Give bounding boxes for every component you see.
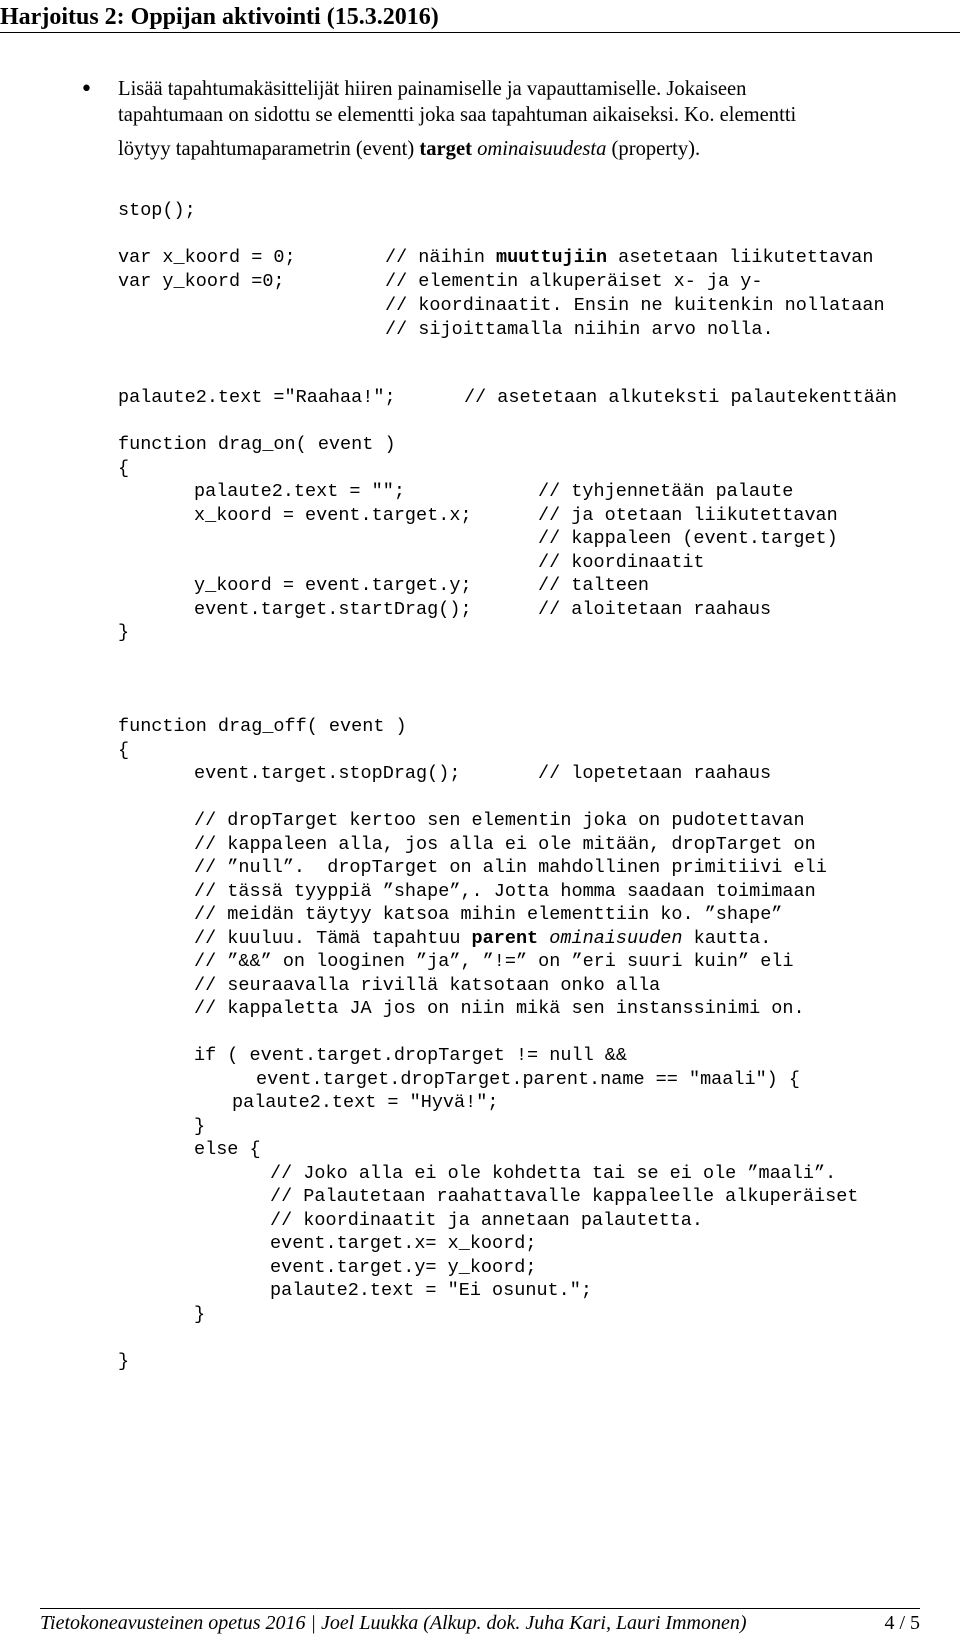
intro-text: löytyy tapahtumaparametrin (event) — [118, 138, 420, 160]
code-line: event.target.y= y_koord; — [270, 1257, 537, 1278]
code-line: event.target.x= x_koord; — [270, 1233, 537, 1254]
code-palaute-stmt: palaute2.text ="Raahaa!"; — [118, 387, 396, 408]
code-comment-line: // koordinaatit. Ensin ne kuitenkin nollataan — [385, 295, 885, 316]
code-drag-on-signature: function drag_on( event ) — [118, 434, 396, 455]
code-comment-line: // elementin alkuperäiset x- ja y- — [385, 271, 763, 292]
code-brace: } — [194, 1116, 206, 1137]
footer-text: Tietokoneavusteinen opetus 2016 | Joel Luukka (Alkup. dok. Juha Kari, Lauri Immonen) — [40, 1612, 747, 1634]
bullet-icon: • — [80, 77, 93, 102]
intro-property-word: ominaisuudesta — [477, 138, 607, 160]
code-comment-line: // koordinaatit ja annetaan palautetta. — [270, 1210, 703, 1231]
code-var-x: var x_koord = 0; — [118, 247, 296, 268]
code-comment-line: // lopetetaan raahaus — [538, 763, 772, 784]
code-brace: } — [118, 1351, 130, 1372]
code-comment-line: // koordinaatit — [538, 552, 705, 573]
code-comment-line: // ”null”. dropTarget on alin mahdollinen primitiivi eli — [194, 857, 827, 878]
code-else: else { — [194, 1139, 261, 1160]
code-comment-line: // kappaletta JA jos on niin mikä sen instanssinimi on. — [194, 998, 805, 1019]
code-line: y_koord = event.target.y; — [194, 575, 472, 596]
code-comment-line: // ”&&” on looginen ”ja”, ”!=” on ”eri suuri kuin” eli — [194, 951, 794, 972]
code-comment-line: // seuraavalla rivillä katsotaan onko alla — [194, 975, 661, 996]
code-if-cont: event.target.dropTarget.parent.name == "maali") { — [256, 1069, 800, 1090]
code-comment-line: // talteen — [538, 575, 650, 596]
code-comment-line: // dropTarget kertoo sen elementin joka on pudotettavan — [194, 810, 805, 831]
code-comment-line: // aloitetaan raahaus — [538, 599, 772, 620]
intro-line-1: Lisää tapahtumakäsittelijät hiiren painamiselle ja vapauttamiselle. Jokaiseen — [118, 78, 747, 100]
code-drag-off-signature: function drag_off( event ) — [118, 716, 407, 737]
page-number: 4 / 5 — [884, 1612, 920, 1634]
code-line: event.target.startDrag(); — [194, 599, 472, 620]
code-comment-line: // kappaleen (event.target) — [538, 528, 838, 549]
code-brace: { — [118, 458, 130, 479]
code-comment-line: // tässä tyyppiä ”shape”,. Jotta homma saadaan toimimaan — [194, 881, 816, 902]
code-line: palaute2.text = ""; — [194, 481, 405, 502]
code-brace: } — [118, 622, 130, 643]
intro-target-keyword: target — [419, 138, 472, 160]
code-comment-line: // sijoittamalla niihin arvo nolla. — [385, 319, 774, 340]
intro-line-2: tapahtumaan on sidottu se elementti joka saa tapahtuman aikaiseksi. Ko. elementti — [118, 104, 797, 126]
code-comment-line: // kappaleen alla, jos alla ei ole mitään, dropTarget on — [194, 834, 816, 855]
code-keyword: parent — [471, 928, 539, 949]
code-comment-line: // asetetaan alkuteksti palautekenttään — [464, 387, 897, 408]
code-comment-line: // Joko alla ei ole kohdetta tai se ei ole ”maali”. — [270, 1163, 837, 1184]
code-comment-line: // ja otetaan liikutettavan — [538, 505, 838, 526]
code-brace: } — [194, 1304, 206, 1325]
code-keyword: muuttujiin — [496, 247, 608, 268]
code-brace: { — [118, 740, 130, 761]
code-stop: stop(); — [118, 200, 196, 221]
page-title: Harjoitus 2: Oppijan aktivointi (15.3.2016) — [0, 0, 960, 33]
code-line: x_koord = event.target.x; — [194, 505, 472, 526]
code-comment-line: // kuuluu. Tämä tapahtuu parent ominaisuuden kautta. — [194, 928, 772, 949]
code-comment-line: // tyhjennetään palaute — [538, 481, 794, 502]
page-footer — [40, 1608, 920, 1635]
code-if: if ( event.target.dropTarget != null && — [194, 1045, 627, 1066]
intro-line-3: löytyy tapahtumaparametrin (event) target ominaisuudesta (property). — [118, 138, 701, 160]
code-comment-line: // Palautetaan raahattavalle kappaleelle alkuperäiset — [270, 1186, 859, 1207]
code-comment-line: // näihin muuttujiin asetetaan liikutettavan — [385, 247, 874, 268]
code-var-y: var y_koord =0; — [118, 271, 285, 292]
code-line: event.target.stopDrag(); — [194, 763, 461, 784]
code-line: palaute2.text = "Hyvä!"; — [232, 1092, 499, 1113]
code-comment-line: // meidän täytyy katsoa mihin elementtiin ko. ”shape” — [194, 904, 783, 925]
code-line: palaute2.text = "Ei osunut."; — [270, 1280, 592, 1301]
